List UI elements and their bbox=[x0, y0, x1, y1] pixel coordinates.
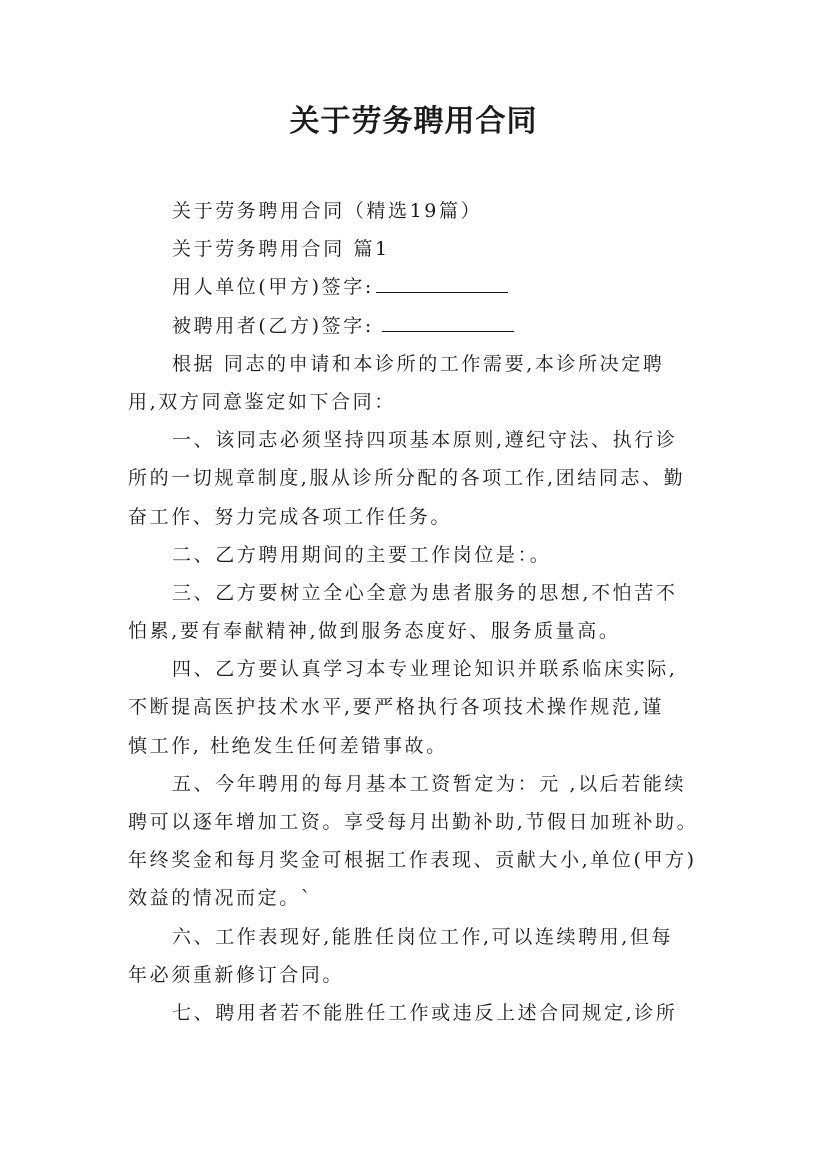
paragraph-line bbox=[128, 650, 708, 688]
paragraph-text: 年终奖金和每月奖金可根据工作表现、贡献大小,单位(甲方) bbox=[128, 849, 697, 872]
section-heading: 关于劳务聘用合同 篇1 bbox=[172, 238, 390, 261]
paragraph-line bbox=[128, 879, 708, 917]
paragraph-text: 三、乙方要树立全心全意为患者服务的思想,不怕苦不 bbox=[172, 581, 678, 604]
paragraph-line bbox=[128, 727, 708, 765]
paragraph-line bbox=[128, 536, 708, 574]
paragraph-text: 效益的情况而定。` bbox=[128, 887, 313, 910]
paragraph-text: 用,双方同意鉴定如下合同： bbox=[128, 390, 396, 413]
paragraph-line bbox=[128, 688, 708, 726]
paragraph-line bbox=[128, 765, 708, 803]
paragraph-text: 不断提高医护技术水平,要严格执行各项技术操作规范,谨 bbox=[128, 696, 664, 719]
paragraph-text: 所的一切规章制度,服从诊所分配的各项工作,团结同志、勤 bbox=[128, 467, 686, 490]
paragraph-text: 五、今年聘用的每月基本工资暂定为：元 ,以后若能续 bbox=[172, 772, 687, 795]
subtitle-text: 关于劳务聘用合同（精选19篇） bbox=[172, 200, 483, 222]
employer-signature-blank bbox=[376, 270, 508, 293]
paragraph-line bbox=[128, 383, 708, 421]
paragraph-text: 奋工作、努力完成各项工作任务。 bbox=[128, 505, 453, 528]
paragraph-line bbox=[128, 994, 708, 1032]
paragraph-line bbox=[128, 345, 708, 383]
paragraph-text: 怕累,要有奉献精神,做到服务态度好、服务质量高。 bbox=[128, 620, 621, 643]
employer-signature-label: 用人单位(甲方)签字: bbox=[172, 276, 374, 299]
paragraph-text: 慎工作, 杜绝发生任何差错事故。 bbox=[128, 734, 448, 757]
employee-signature-row bbox=[128, 307, 708, 345]
employee-signature-label: 被聘用者(乙方)签字: bbox=[172, 314, 374, 337]
paragraph-text: 四、乙方要认真学习本专业理论知识并联系临床实际, bbox=[172, 658, 678, 681]
paragraph-line bbox=[128, 612, 708, 650]
paragraph-line bbox=[128, 918, 708, 956]
paragraph-text: 根据 同志的申请和本诊所的工作需要,本诊所决定聘 bbox=[172, 352, 665, 375]
paragraph-text: 聘可以逐年增加工资。享受每月出勤补助,节假日加班补助。 bbox=[128, 811, 699, 833]
paragraph-line bbox=[128, 956, 708, 994]
paragraph-line bbox=[128, 230, 708, 268]
paragraph-text: 二、乙方聘用期间的主要工作岗位是：。 bbox=[172, 543, 552, 566]
document-body bbox=[128, 192, 708, 1032]
paragraph-text: 年必须重新修订合同。 bbox=[128, 963, 345, 986]
paragraph-line bbox=[128, 192, 708, 230]
paragraph-text: 六、工作表现好,能胜任岗位工作,可以连续聘用,但每 bbox=[172, 925, 674, 948]
paragraph-text: 七、聘用者若不能胜任工作或违反上述合同规定,诊所 bbox=[172, 1001, 678, 1024]
paragraph-line bbox=[128, 803, 708, 841]
paragraph-text: 一、该同志必须坚持四项基本原则,遵纪守法、执行诊 bbox=[172, 429, 678, 452]
paragraph-line bbox=[128, 459, 708, 497]
paragraph-line bbox=[128, 841, 708, 879]
employee-signature-blank bbox=[382, 309, 514, 332]
paragraph-line bbox=[128, 574, 708, 612]
document-title: 关于劳务聘用合同 bbox=[289, 104, 538, 139]
paragraph-line bbox=[128, 421, 708, 459]
employer-signature-row bbox=[128, 268, 708, 306]
paragraph-line bbox=[128, 498, 708, 536]
